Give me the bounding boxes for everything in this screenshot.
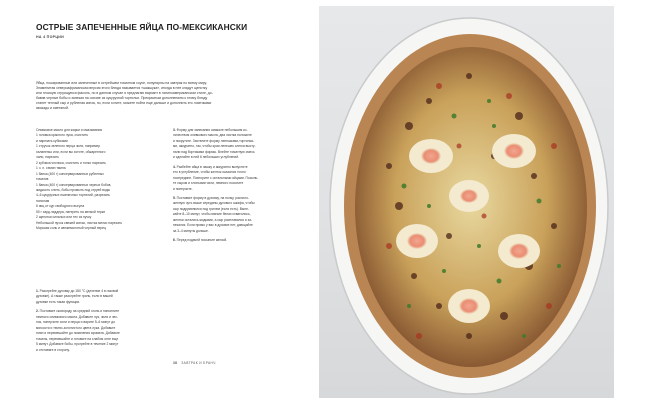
step-text: Форму для запекания смажьте небольшим ко- — [176, 128, 248, 132]
ingredient-item: 50 г хард-чеддера, натереть на мелкой терке — [36, 209, 106, 214]
method-step — [36, 309, 154, 353]
step-text: немного оливкового масла. Добавьте лук, чили и чес- — [36, 314, 119, 319]
intro-line: авокадо и сметаной. — [36, 106, 69, 110]
left-page — [36, 22, 312, 394]
step-text: и сделайте в ней 6 небольших углублений. — [173, 155, 239, 160]
intro-line: станет теплый сыр и рубленая кинза, но, если хотите, можете пойти еще дальше и дополнить его ломтиками — [36, 101, 212, 105]
ingredient-item: Морская соль и свежемолотый черный перец — [36, 226, 107, 231]
page-number: 38 — [173, 361, 178, 365]
method-step-line — [173, 155, 305, 160]
ingredient-item: жидкость слить, бобы промыть под струей воды — [36, 187, 110, 192]
step-text: Поставьте сковороду на средний огонь и наполните — [39, 309, 120, 314]
ingredient-item: 2 щепотки сильных или тех из пучку — [36, 215, 92, 220]
step-number: 3. — [173, 128, 177, 132]
page-footer — [173, 361, 216, 365]
ingredient-item: томатов — [36, 177, 49, 182]
step-text: пекался. Если прямо у вас в духовке нет, дающайте — [173, 223, 253, 228]
step-text: ми, аккуратно, так, чтобы края лепешек слегка высту- — [173, 144, 256, 149]
method-step — [173, 238, 305, 243]
recipe-intro — [36, 81, 302, 111]
method-step-line — [173, 187, 305, 192]
step-text: духовке). А также разогрейте гриль, если в вашей — [36, 294, 113, 299]
step-text: за 3–4 минуты дольше. — [173, 228, 209, 233]
ingredient-item: 2 зубчика чеснока, очистить и тонко нарезать — [36, 160, 106, 165]
step-text: сыр подрумянился под грилем (если есть). Выпе- — [173, 206, 250, 211]
step-text: его в углубление, чтобы желток оказался точно — [173, 170, 246, 175]
step-number: 4. — [173, 164, 177, 169]
step-number: 5. — [173, 195, 177, 200]
step-text: кайте 8–10 минут, чтобы мягкие белки схватились, — [173, 212, 251, 217]
ingredient-item: чили, нарезать — [36, 155, 59, 160]
method-step-line — [36, 348, 154, 353]
recipe-title: ОСТРЫЕ ЗАПЕЧЕННЫЕ ЯЙЦА ПО-МЕКСИКАНСКИ — [36, 22, 248, 32]
step-number: 6. — [173, 238, 177, 243]
method-step-line — [173, 238, 305, 243]
baked-eggs-dish-illustration — [319, 6, 614, 398]
method-steps-left — [36, 289, 154, 357]
intro-line: бавив черные бобы и запекая на основе из кукурузной тортильи. Прекрасным дополнением к этому блюду — [36, 96, 208, 100]
step-text: те сыром и хлопьями чили, немного посолите — [173, 181, 244, 186]
ingredient-item: пополам — [36, 198, 50, 203]
section-name: ЗАВТРАК И БРАНЧ — [181, 361, 216, 365]
step-text: томаты, перемешайте и готовьте на слабом огне еще — [36, 336, 119, 341]
step-text: пали над бортиками формы. Влейте томатную смесь — [173, 149, 255, 154]
step-text: духовке есть такая функция. — [36, 299, 80, 304]
step-text: и поперчите. — [173, 186, 193, 191]
intro-line: Яйца, пошированные или запеченные в острейшем томатном соусе, популярны на завтрак по всему миру. — [36, 81, 207, 85]
step-number: 1. — [36, 289, 40, 293]
ingredient-item: 1 стручок зеленого перца чили, например — [36, 144, 101, 149]
step-text: и отставьте в сторону. — [36, 347, 70, 352]
method-step — [173, 165, 305, 192]
method-step — [36, 289, 154, 305]
step-text: 5 минут. Добавьте бобы, прогрейте в течение 2 минут — [36, 342, 119, 347]
step-text: личеством оливкового масла, два листка положите — [173, 133, 252, 138]
step-text: мягкости и темно-золотистого цвета лука. Добавьте — [36, 325, 116, 330]
method-steps-right — [173, 128, 305, 248]
step-text: Разбейте яйца в чашку и аккуратно выпустите — [176, 164, 248, 169]
ingredient-item: 1 банка (400 г) консервированных рубленых — [36, 171, 104, 176]
ingredient-item: и нарезать кубиками — [36, 138, 68, 143]
step-text: Разогрейте духовку до 180 °C (деление 4 в газовой — [39, 289, 119, 293]
step-text: женную чуть выше середины духового шкафа, чтобы — [173, 201, 255, 206]
step-number: 2. — [36, 309, 40, 314]
step-text: Поставьте форму в духовку, на полку, располо- — [176, 195, 250, 200]
intro-line: или плоскую струящуюся фасоль, но в данном случае я предлагаю вариант в латиноамериканском стиле, до- — [36, 91, 213, 95]
ingredient-item: халапеньо или, если вы хотите, обжаренного — [36, 149, 106, 154]
ingredient-item: Небольшой пучок свежей кинзы, листья мелко нарезать — [36, 220, 123, 225]
ingredient-item: 4–6 кукурузных пшеничных тортилий, разрезать — [36, 193, 110, 198]
method-step-line — [173, 229, 305, 234]
ingredient-item: 6 яиц от кур свободного выгула — [36, 204, 85, 209]
intro-line: Знаменитая североафриканская версия этого блюда называется «шакшука», иногда в нее кладут щепотку — [36, 86, 208, 90]
method-step — [173, 196, 305, 234]
step-text: посередине. Повторите с остальными яйцами. Посыпь- — [173, 175, 259, 180]
dish-photo — [319, 6, 614, 398]
method-step-line — [36, 300, 154, 305]
ingredient-item: 1 ч. л. семян тмина — [36, 166, 66, 171]
step-text: и покрутите. Застелите форму лепешками-тортилья- — [173, 138, 255, 143]
step-text: Перед подачей посыпьте кинзой. — [176, 238, 228, 243]
ingredient-item: 1 головка красного лука, очистить — [36, 133, 89, 138]
ingredient-item: 1 банка (400 г) консервированных черных бобов, — [36, 182, 112, 187]
step-text: тмин и перемешайте до появления аромата. Добавьте — [36, 331, 120, 336]
servings-label: НА 4 ПОРЦИИ — [36, 35, 65, 39]
step-text: желтки остались жидкими, а сыр расплавился и за- — [173, 217, 253, 222]
step-text: нок, поперчите соли и перца и варите 5–6 минут до — [36, 320, 116, 325]
ingredient-item: Оливковое масло для жарки и смазывания — [36, 128, 103, 132]
ingredients-list — [36, 128, 148, 232]
method-step — [173, 128, 305, 161]
